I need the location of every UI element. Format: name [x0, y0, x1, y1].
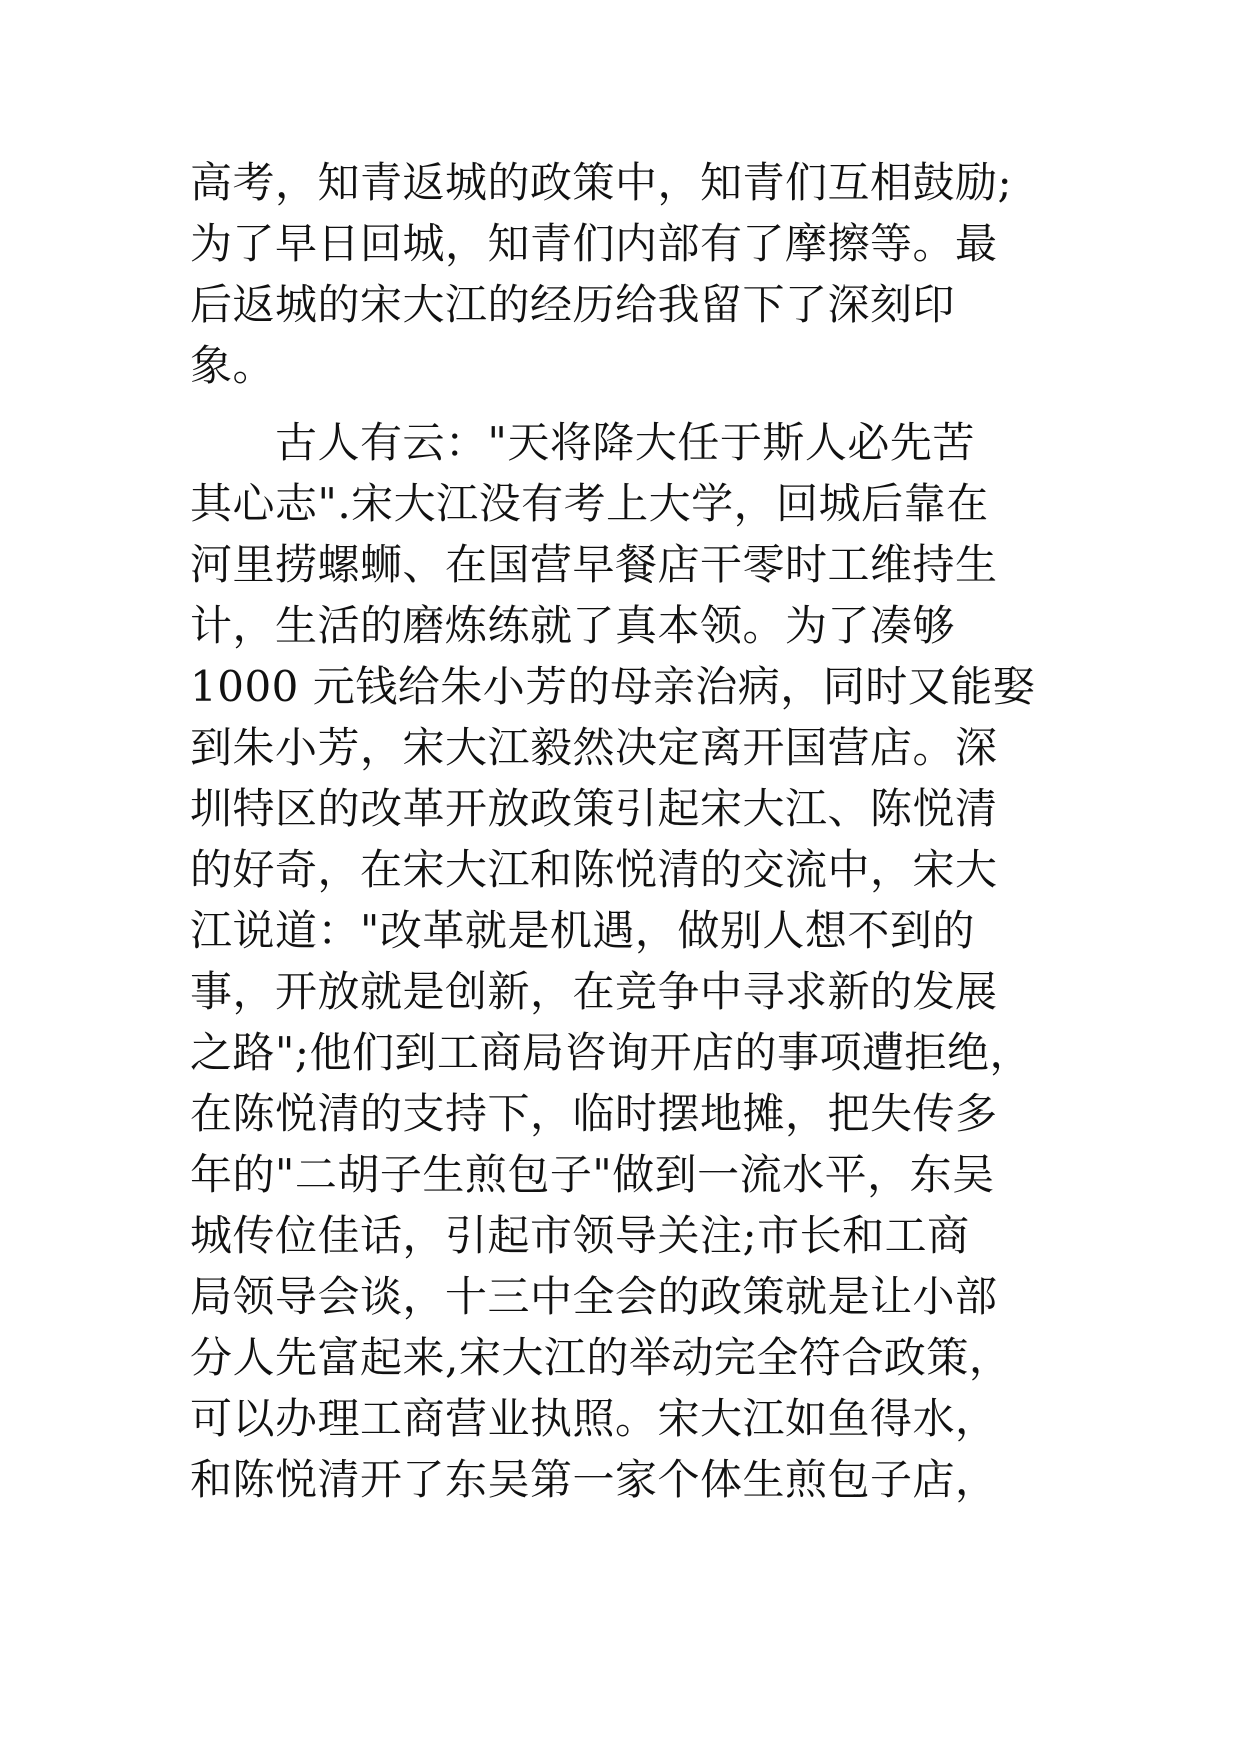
text-line: 为了早日回城，知青们内部有了摩擦等。最: [190, 219, 998, 268]
text-line: 高考，知青返城的政策中，知青们互相鼓励;: [190, 158, 1013, 207]
text-line: 局领导会谈，十三中全会的政策就是让小部: [190, 1272, 998, 1321]
text-line: 后返城的宋大江的经历给我留下了深刻印: [190, 280, 956, 329]
text-line: 在陈悦清的支持下，临时摆地摊，把失传多: [190, 1089, 998, 1138]
text-line: 城传位佳话，引起市领导关注;市长和工商: [190, 1211, 970, 1260]
text-line: 的好奇，在宋大江和陈悦清的交流中，宋大: [190, 845, 998, 894]
text-line: 江说道："改革就是机遇，做别人想不到的: [190, 906, 975, 955]
text-line: 可以办理工商营业执照。宋大江如鱼得水，: [190, 1394, 998, 1443]
text-line: 古人有云："天将降大任于斯人必先苦: [190, 418, 975, 467]
body-text: [190, 152, 1070, 1510]
text-line: 分人先富起来,宋大江的举动完全符合政策，: [190, 1333, 1012, 1382]
paragraph-gap: [190, 396, 1070, 412]
text-line: 之路";他们到工商局咨询开店的事项遭拒绝，: [190, 1028, 1032, 1077]
paragraph: [190, 412, 1070, 1510]
text-line: 1000 元钱给朱小芳的母亲治病，同时又能娶: [190, 662, 1036, 711]
text-line: 事，开放就是创新，在竞争中寻求新的发展: [190, 967, 998, 1016]
text-line: 河里捞螺蛳、在国营早餐店干零时工维持生: [190, 540, 998, 589]
text-line: 计，生活的磨炼练就了真本领。为了凑够: [190, 601, 956, 650]
text-line: 和陈悦清开了东吴第一家个体生煎包子店，: [190, 1455, 998, 1504]
text-line: 其心志".宋大江没有考上大学，回城后靠在: [190, 479, 989, 528]
text-line: 圳特区的改革开放政策引起宋大江、陈悦清: [190, 784, 998, 833]
text-line: 到朱小芳，宋大江毅然决定离开国营店。深: [190, 723, 998, 772]
text-line: 象。: [190, 341, 276, 390]
paragraph: [190, 152, 1070, 396]
text-line: 年的"二胡子生煎包子"做到一流水平，东吴: [190, 1150, 995, 1199]
